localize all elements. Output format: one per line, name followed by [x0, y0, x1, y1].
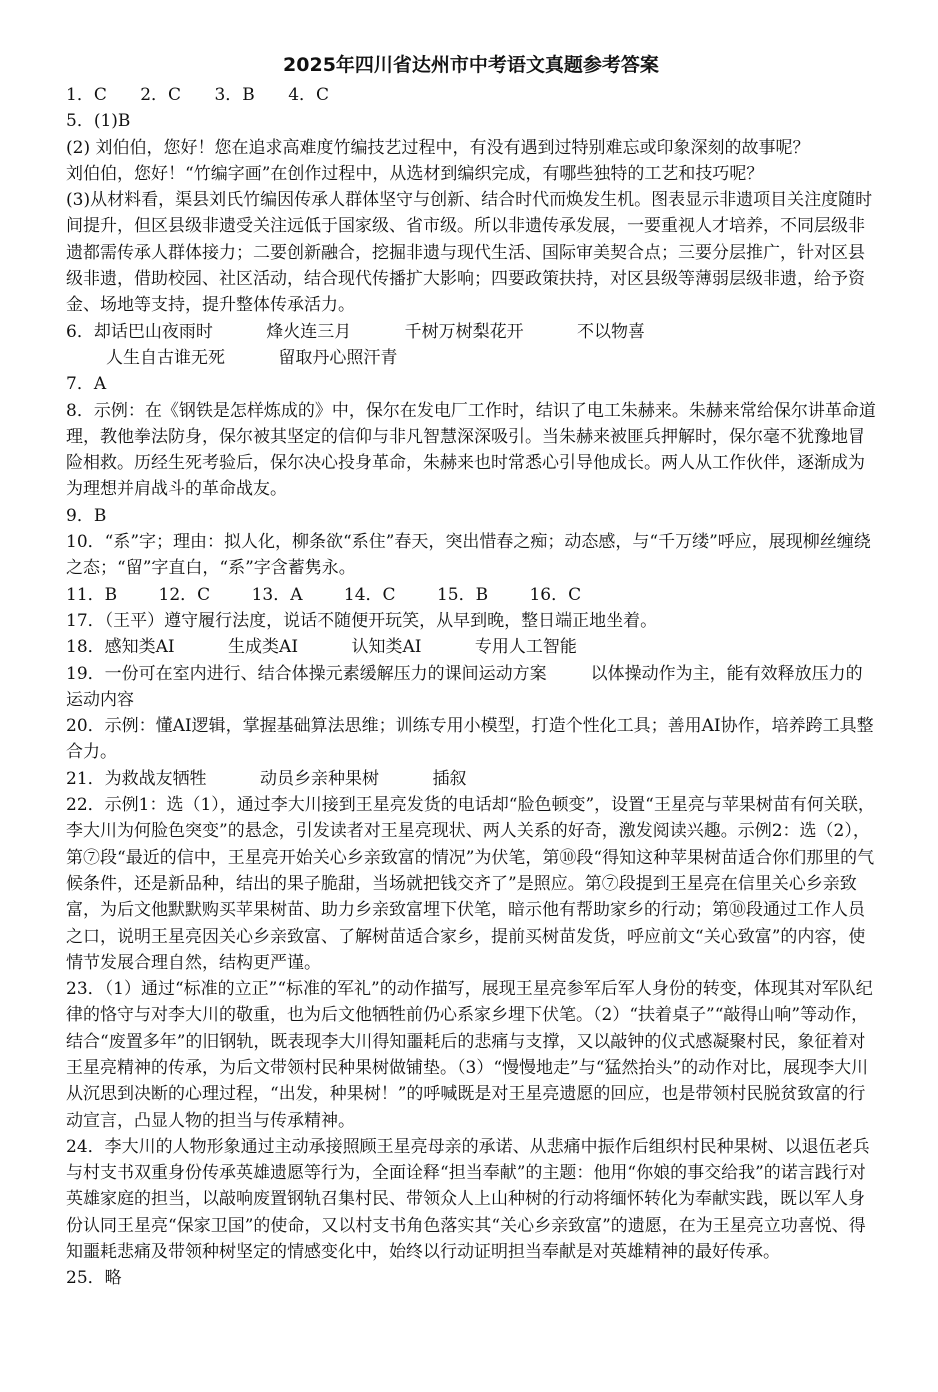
- answer-24: 24．李大川的人物形象通过主动承接照顾王星亮母亲的承诺、从悲痛中振作后组织村民种果树、以退伍老兵与村支书双重身份传承英雄遗愿等行为，全面诠释“担当奉献”的主题：他用“你娘的事交给我”的诺言践行对英雄家庭的担当，以敲响废置钢轨召集村民、带领众人上山种树的行动将缅怀转化为奉献实践，既以军人身份认同王星亮“保家卫国”的使命，又以村支书角色落实其“关心乡亲致富”的遗愿，在为王星亮立功喜悦、得知噩耗悲痛及带领种树坚定的情感变化中，始终以行动证明担当奉献是对英雄精神的最好传承。: [66, 1136, 870, 1263]
- answer-5-2-question-a: (2) 刘伯伯，您好！您在追求高难度竹编技艺过程中，有没有遇到过特别难忘或印象深刻的故事呢？: [66, 137, 810, 158]
- answer-21-item-3: 插叙: [432, 768, 467, 789]
- answer-4: 4．C: [288, 85, 330, 105]
- document-title: 2025年四川省达州市中考语文真题参考答案: [283, 54, 659, 76]
- answer-21-item-1: 为救战友牺牲: [104, 768, 207, 789]
- answer-16: 16．C: [529, 584, 582, 605]
- answer-18-item-4: 专用人工智能: [474, 637, 577, 658]
- answer-18-item-2: 生成类AI: [228, 637, 299, 658]
- answer-18-item-3: 认知类AI: [351, 637, 422, 658]
- answer-19: [66, 661, 876, 714]
- answer-15: 15．B: [436, 584, 489, 605]
- answer-2: 2．C: [140, 85, 182, 105]
- answers-1-4: [66, 82, 876, 108]
- answer-12: 12．C: [158, 584, 211, 605]
- answer-19-b: 以体操动作为主，能有效释放压力的运动内容: [66, 663, 863, 710]
- answers-11-16: [66, 582, 876, 608]
- answer-14: 14．C: [343, 584, 396, 605]
- answer-3: 3．B: [214, 85, 255, 105]
- answer-5-1: 5．(1)B: [66, 111, 131, 132]
- answer-6-item-1: 却话巴山夜雨时: [93, 321, 213, 342]
- answer-9: 9．B: [66, 505, 107, 526]
- answer-6-item-4: 不以物喜: [577, 321, 646, 342]
- answer-11: 11．B: [66, 584, 118, 605]
- answer-10: 10．“系”字；理由：拟人化，柳条欲“系住”春天，突出惜春之痴；动态感，与“千万缕”呼应，展现柳丝缠绕之态；“留”字直白，“系”字含蓄隽永。: [66, 532, 871, 579]
- answer-6-label: 6．: [66, 321, 94, 342]
- answer-18-item-1: 感知类AI: [104, 637, 175, 658]
- answer-13: 13．A: [251, 584, 303, 605]
- answer-18-label: 18．: [66, 637, 105, 658]
- answer-6-line-1: [66, 319, 876, 345]
- answer-6-item-6: 留取丹心照汗青: [278, 347, 398, 368]
- answer-20: 20．示例：懂AI逻辑，掌握基础算法思维；训练专用小模型，打造个性化工具；善用AI协作，培养跨工具整合力。: [66, 716, 874, 763]
- answer-19-a: 19．一份可在室内进行、结合体操元素缓解压力的课间运动方案: [66, 663, 547, 684]
- answer-7: 7．A: [66, 374, 107, 395]
- answer-21-label: 21．: [66, 768, 105, 789]
- answer-21-item-2: 动员乡亲种果树: [260, 768, 380, 789]
- answer-21: [66, 766, 876, 792]
- answer-6-item-2: 烽火连三月: [266, 321, 352, 342]
- answer-8: 8．示例：在《钢铁是怎样炼成的》中，保尔在发电厂工作时，结识了电工朱赫来。朱赫来常给保尔讲革命道理，教他拳法防身，保尔被其坚定的信仰与非凡智慧深深吸引。当朱赫来被匪兵押解时，保尔毫不犹豫地冒险相救。历经生死考验后，保尔决心投身革命，朱赫来也时常悉心引导他成长。两人从工作伙伴，逐渐成为为理想并肩战斗的革命战友。: [66, 400, 876, 500]
- answer-5-3: (3)从材料看，渠县刘氏竹编因传承人群体坚守与创新、结合时代而焕发生机。图表显示非遗项目关注度随时间提升，但区县级非遗受关注远低于国家级、省市级。所以非遗传承发展，一要重视人才培养，不同层级非遗都需传承人群体接力；二要创新融合，挖掘非遗与现代生活、国际审美契合点；三要分层推广，针对区县级非遗，借助校园、社区活动，结合现代传播扩大影响；四要政策扶持，对区县级等薄弱层级非遗，给予资金、场地等支持，提升整体传承活力。: [66, 190, 873, 316]
- answer-18: [66, 634, 876, 660]
- answer-6-item-5: 人生自古谁无死: [106, 347, 225, 368]
- answer-6-line-2: [66, 345, 876, 371]
- answer-17: 17．（王平）遵守履行法度，说话不随便开玩笑，从早到晚，整日端正地坐着。: [66, 610, 658, 631]
- answer-1: 1．C: [66, 85, 107, 105]
- answer-5-2-question-b: 刘伯伯，您好！“竹编字画”在创作过程中，从选材到编织完成，有哪些独特的工艺和技巧呢？: [66, 163, 764, 184]
- answer-25: 25．略: [66, 1268, 122, 1289]
- answer-22: 22．示例1：选（1），通过李大川接到王星亮发货的电话却“脸色顿变”，设置“王星亮与苹果树苗有何关联，李大川为何脸色突变”的悬念，引发读者对王星亮现状、两人关系的好奇，激发阅读兴趣。示例2：选（2），第⑦段“最近的信中，王星亮开始关心乡亲致富的情况”为伏笔，第⑩段“得知这种苹果树苗适合你们那里的气候条件，还是新品种，结出的果子脆甜，当场就把钱交齐了”是照应。第⑦段提到王星亮在信里关心乡亲致富，为后文他默默购买苹果树苗、助力乡亲致富埋下伏笔，暗示他有帮助家乡的行动；第⑩段通过工作人员之口，说明王星亮因关心乡亲致富、了解树苗适合家乡，提前买树苗发货，呼应前文“关心致富”的内容，使情节发展合理自然，结构更严谨。: [66, 795, 875, 973]
- answer-6-item-3: 千树万树梨花开: [404, 321, 524, 342]
- answer-23: 23．（1）通过“标准的立正”“标准的军礼”的动作描写，展现王星亮参军后军人身份的转变，体现其对军队纪律的恪守与对李大川的敬重，也为后文他牺牲前仍心系家乡埋下伏笔。（2）“扶着桌子”“敲得山响”等动作，结合“废置多年”的旧钢轨，既表现李大川得知噩耗后的悲痛与支撑，又以敲钟的仪式感凝聚村民，象征着对王星亮精神的传承，为后文带领村民种果树做铺垫。（3）“慢慢地走”与“猛然抬头”的动作对比，展现李大川从沉思到决断的心理过程，“出发，种果树！”的呼喊既是对王星亮遗愿的回应，也是带领村民脱贫致富的行动宣言，凸显人物的担当与传承精神。: [66, 979, 873, 1131]
- answer-5-2: [66, 135, 876, 188]
